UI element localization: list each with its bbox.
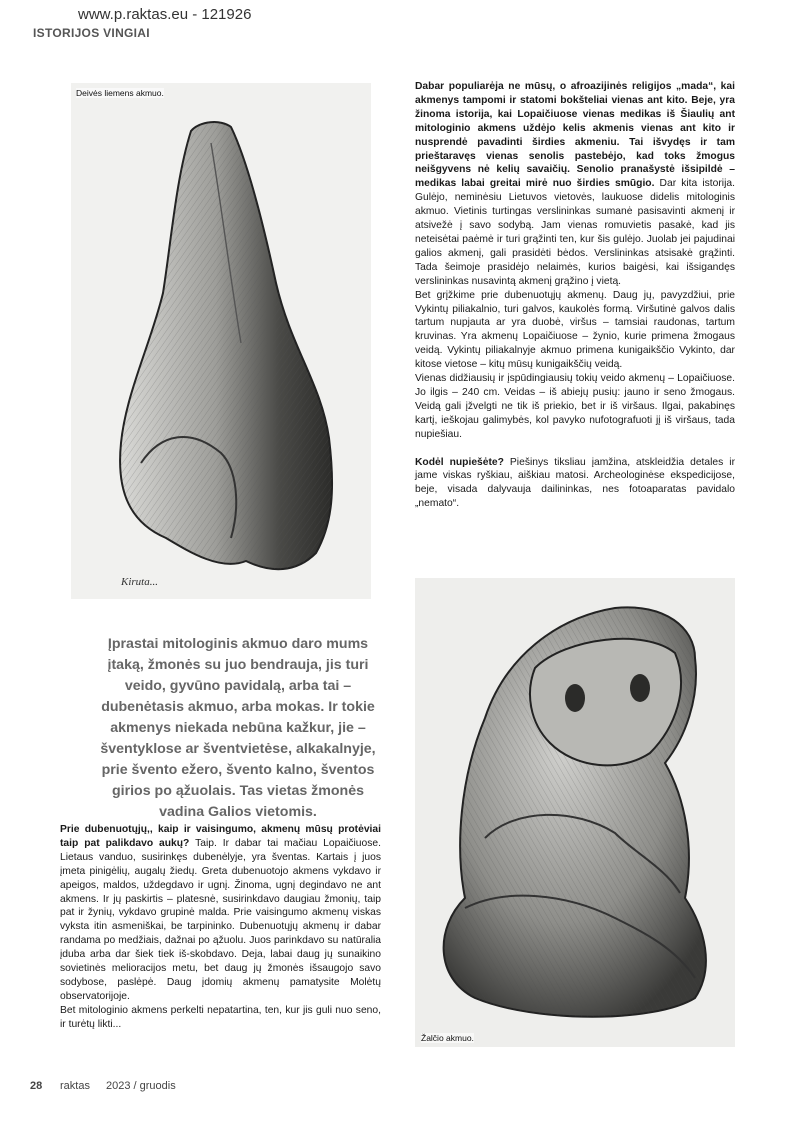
right-article-paragraph-2: Bet grįžkime prie dubenuotųjų akmenų. Daug jų, pavyzdžiui, prie Vykintų piliakalnio, turi galvos, kaukolės formą. Viršutinė galvos dalis tartum nupjauta ar yra duobė, viršus – tamsiai raudonas, tartum kruvinas. Yra akmenų Lopaičiuose – žynio, kurie primena žmogaus veidą. Vykintų piliakalnyje akmuo primena kunigaikščio Vykinto, dar kitose vietose – kitų mūsų kunigaikščių veidą. (415, 289, 735, 371)
left-article (60, 823, 381, 1032)
pull-quote: Įprastai mitologinis akmuo daro mums įtaką, žmonės su juo bendrauja, jis turi veido, gyvūno pavidalą, arba tai – dubenėtasis akmuo, arba mokas. Ir tokie akmenys niekada nebūna kažkur, jie – šventyklose ar šventvietėse, alkakalnyje, prie švento ežero, švento kalno, šventos girios po ąžuolais. Tas vietas žmonės vadina Galios vietomis. (100, 636, 376, 820)
left-article-paragraph-2: Bet mitologinio akmens perkelti nepatartina, ten, kur jis guli nuo seno, ir turėtų likti... (60, 1004, 381, 1030)
interview-answer-2: Piešinys tiksliau įamžina, atskleidžia detales ir jame viskas ryškiau, aiškiau matosi. Archeologinėse ekspedicijose, beje, visada dalyvauja dailininkas, nes fotoaparatas pavidalo „nemato“. (415, 456, 735, 510)
interview-question-2: Kodėl nupiešėte? (415, 456, 504, 468)
right-article-paragraph-4 (415, 456, 735, 512)
right-article-lead-rest: Dar kita istorija. Gulėjo, neminėsiu Lietuvos vietovės, laukuose didelis mitologinis akmuo. Vietinis turtingas verslininkas sumanė pasisavinti akmenį ir atsivežė į savo sodybą. Jam vienas romuvietis pasakė, kad jis neteisėtai paėmė ir turi grąžinti ten, kur šis gulėjo. Juolab jei pajudinai galios akmenį, gali prasidėti bėdos. Verslininkas atsisakė grąžinti. Tada šeimoje prasidėjo nelaimės, kurios baigėsi, kai išsigandęs verslininkas nusavintą akmenį grąžino į vietą. (415, 178, 735, 287)
right-article-paragraph-3: Vienas didžiausių ir įspūdingiausių tokių veido akmenų – Lopaičiuose. Jo ilgis – 240 cm. Veidas – iš abiejų pusių: jauno ir seno žmogaus. Veidą gali įžvelgti ne tik iš priekio, bet ir iš viršaus. Ilgai, pakabinęs kartį, ieškojau galimybės, kol pavyko nufotografuoti jį iš viršaus, tada nupiešiau. (415, 373, 735, 440)
issue-date: 2023 / gruodis (106, 1080, 176, 1092)
artist-signature: Kiruta... (121, 576, 158, 588)
right-article (415, 80, 735, 511)
goddess-stone-caption: Deivės liemens akmuo. (76, 88, 164, 98)
interview-answer: Taip. Ir dabar tai mačiau Lopaičiuose. Lietaus vanduo, susirinkęs dubenėlyje, yra šventas. Kartais į juos įmeta pinigėlių, augalų žiedų. Greta dubenuotojo akmens vykdavo ir apeigos, maldos, uždegdavo ir ugnį. Žinoma, ugnį degindavo ne ant akmens. Ir jų paskirtis – platesnė, susirinkdavo daugiau žmonių, taip pat ir žynių, vykdavo grupinė malda. Prie vaisingumo akmenų viskas vyksta itin asmeniškai, be tarpininko. Dubenuotųjų akmenų ir dabar randama po medžiais, dažnai po ąžuolu. Juos parinkdavo su natūralia įduba arba dar šiek tiek iš-skobdavo. Deja, labai daug jų sunaikino sovietinės melioracijos metu, bet daug jų žmonės išsaugojo savo sodybose, paslėpė. Daug įdomių akmenų pamatysite Molėtų observatorijoje. (60, 837, 381, 1002)
page-number: 28 (30, 1080, 43, 1092)
snake-stone-drawing (415, 578, 735, 1047)
right-article-lead: Dabar populiarėja ne mūsų, o afroazijinės religijos „mada“, kai akmenys tampomi ir statomi bokšteliai vienas ant kito. Beje, yra žinoma istorija, kai Lopaičiuose vienas medikas iš Šiaulių ant mitologinio akmens uždėjo kelis akmenis vienas ant kito ir nusprendė pavadinti širdies akmeniu. Tai išvydęs ir tam prieštaravęs vienas senolis pastebėjo, kad toks žmogus neišgyvens nė kelių savaičių. Senolio pranašystė išsipildė – medikas labai greitai mirė nuo širdies smūgio. (415, 81, 735, 190)
section-label: ISTORIJOS VINGIAI (33, 26, 150, 40)
snake-stone-figure (415, 578, 735, 1047)
right-article-paragraph-1 (415, 80, 735, 289)
left-article-paragraph-1 (60, 823, 381, 1004)
interview-question: Prie dubenuotųjų,, kaip ir vaisingumo, akmenų mūsų protėviai taip pat palikdavo aukų? (60, 824, 381, 849)
magazine-name: raktas (60, 1080, 90, 1092)
goddess-stone-figure (71, 83, 371, 599)
paragraph-spacer (415, 442, 735, 456)
snake-stone-caption: Žalčio akmuo. (421, 1033, 474, 1043)
goddess-stone-drawing (71, 83, 371, 599)
site-watermark: www.p.raktas.eu - 121926 (78, 6, 252, 23)
